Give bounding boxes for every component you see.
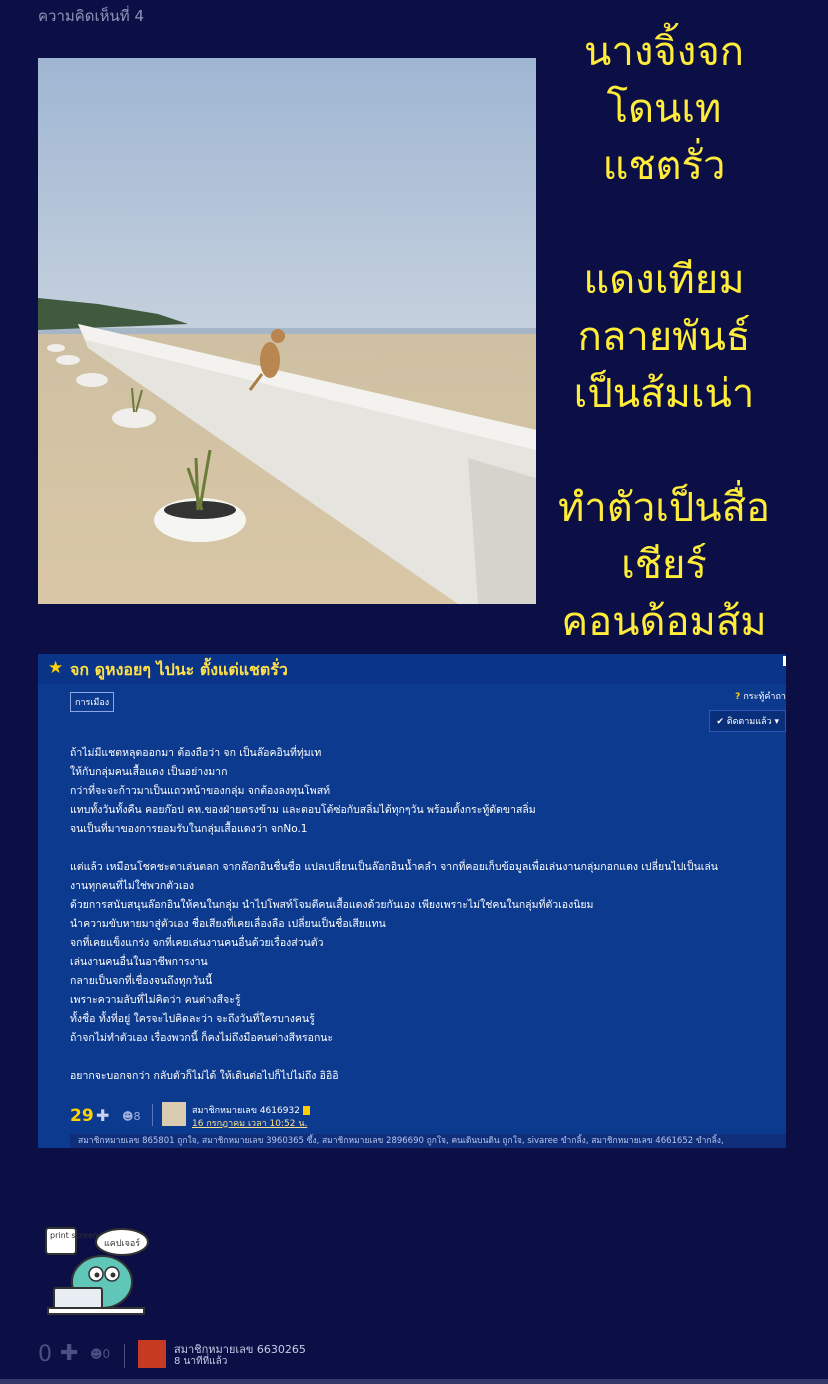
vote-plus-button[interactable]: ✚ bbox=[60, 1341, 79, 1366]
plus-icon: ✚ bbox=[96, 1106, 110, 1125]
poem-line: คอนด้อมส้ม bbox=[561, 599, 767, 645]
body-line: จนเป็นที่มาของการยอมรับในกลุ่มเสื้อแดงว่า จกNo.1 bbox=[70, 823, 308, 835]
poem-line: กลายพันธ์ bbox=[577, 314, 751, 360]
comment-time: 8 นาทีที่แล้ว bbox=[174, 1356, 228, 1367]
body-line: ด้วยการสนับสนุนล๊อกอินให้คนในกลุ่ม นำไปโพสท์โจมตีคนเสื้อแดงด้วยกันเอง เพียงเพราะไม่ใช่คนในกลุ่มที่ตัวเองนิยม bbox=[70, 899, 594, 911]
emotion-count: 0 bbox=[102, 1347, 111, 1361]
body-line: งานทุกคนที่ไม่ใช่พวกตัวเอง bbox=[70, 880, 194, 892]
likers-list: สมาชิกหมายเลข 865801 ถูกใจ, สมาชิกหมายเลข 3960365 ซึ้ง, สมาชิกหมายเลข 2896690 ถูกใจ, คนเดินบนดิน ถูกใจ, sivaree ขำกลิ้ง, สมาชิกหมายเลข 4661652 ขำกลิ้ง, bbox=[70, 1134, 786, 1148]
body-line: ทั้งชื่อ ทั้งที่อยู่ ใครจะไปคิดละว่า จะถึงวันที่ใครบางคนรู้ bbox=[70, 1013, 315, 1025]
commenter-name[interactable]: สมาชิกหมายเลข 6630265 bbox=[174, 1343, 306, 1356]
emotion-icon: ☻8 bbox=[122, 1110, 141, 1123]
body-line: เล่นงานคนอื่นในอาชีพการงาน bbox=[70, 956, 208, 968]
body-line: นำความขับหายมาสู่ตัวเอง ชื่อเสียงที่เคยเลื่องลือ เปลี่ยนเป็นชื่อเสียแทน bbox=[70, 918, 386, 930]
bottom-divider bbox=[0, 1379, 828, 1384]
member-avatar bbox=[162, 1102, 186, 1126]
poem-spacer bbox=[548, 423, 780, 480]
embed-emotion-count: 8 bbox=[133, 1110, 141, 1123]
divider bbox=[152, 1104, 153, 1126]
body-line: อยากจะบอกจกว่า กลับตัวก็ไม่ได้ ให้เดินต่อไปก็ไปไม่ถึง อิอิอิ bbox=[70, 1070, 339, 1082]
emotion-button[interactable]: ☻0 bbox=[90, 1347, 111, 1361]
sticker-print-label: print screen bbox=[50, 1231, 98, 1240]
poem-text-block bbox=[548, 24, 780, 651]
topic-title: จก ดูหงอยๆ ไปนะ ตั้งแต่แชตรั่ว bbox=[70, 660, 288, 679]
poem-line: โดนเท bbox=[606, 86, 722, 132]
member-name bbox=[192, 1103, 310, 1117]
poem-line: เชียร์ bbox=[621, 542, 707, 588]
body-line: กว่าที่จะจะก้าวมาเป็นแถวหน้าของกลุ่ม จกต้องลงทุนโพสท์ bbox=[70, 785, 331, 797]
poem-spacer bbox=[548, 195, 780, 252]
vote-count: 0 bbox=[38, 1342, 52, 1367]
sticker-speech-label: แคปเจอร์ bbox=[104, 1239, 141, 1249]
commenter-avatar[interactable] bbox=[138, 1340, 166, 1368]
question-icon: ? bbox=[735, 692, 741, 702]
body-line: ถ้าจกไม่ทำตัวเอง เรื่องพวกนี้ ก็คงไม่ถึงมือคนต่างสีหรอกนะ bbox=[70, 1032, 334, 1044]
body-line: จกที่เคยแข็งแกร่ง จกที่เคยเล่นงานคนอื่นด้วยเรื่องส่วนตัว bbox=[70, 937, 324, 949]
poem-line: เป็นส้มเน่า bbox=[573, 371, 755, 417]
topic-body bbox=[70, 744, 782, 1086]
comment-footer bbox=[0, 1334, 828, 1374]
body-line: เพราะความลับที่ไม่คิดว่า คนต่างสีจะรู้ bbox=[70, 994, 241, 1006]
body-line: แต่แล้ว เหมือนโชคชะตาเล่นตลก จากล๊อกอินชื่นชื่อ แปลเปลี่ยนเป็นล๊อกอินน้ำคลำ จากที่คอยเก็บข้อมูลเพื่อเล่นงานกลุ่มกอกแดง เปลี่ยนไปเป็นเล่น bbox=[70, 861, 718, 873]
embedded-topic-screenshot bbox=[38, 654, 786, 1148]
embed-vote-count: 29 bbox=[70, 1106, 94, 1126]
poem-line: นางจิ้งจก bbox=[584, 29, 744, 75]
body-line bbox=[70, 839, 782, 858]
body-line: ถ้าไม่มีแชตหลุดออกมา ต้องถือว่า จก เป็นล๊อคอินที่ทุ่มเท bbox=[70, 747, 322, 759]
body-line: ให้กับกลุ่มคนเสื้อแดง เป็นอย่างมาก bbox=[70, 766, 228, 778]
print-screen-sticker bbox=[44, 1222, 154, 1316]
poem-line: ทำตัวเป็นสื่อ bbox=[557, 485, 771, 531]
topic-tag: การเมือง bbox=[70, 692, 114, 712]
post-date: 16 กรกฎาคม เวลา 10:52 น. bbox=[192, 1119, 308, 1129]
badge-icon bbox=[303, 1106, 310, 1115]
help-link-label: กระทู้คำถา bbox=[743, 692, 786, 702]
monster-sticker-icon bbox=[44, 1222, 154, 1316]
member-name-text: สมาชิกหมายเลข 4616932 bbox=[192, 1106, 300, 1116]
comment-photo bbox=[38, 58, 536, 604]
help-link bbox=[735, 689, 786, 703]
follow-button-label: ติดตามแล้ว bbox=[726, 717, 772, 727]
follow-button: ✔ ติดตามแล้ว ▾ bbox=[709, 710, 786, 732]
body-line bbox=[70, 1048, 782, 1067]
dog-on-seawall-photo-icon bbox=[38, 58, 536, 604]
edge-mark bbox=[783, 656, 786, 666]
poem-line: แดงเทียม bbox=[583, 257, 745, 303]
poem-line: แชตรั่ว bbox=[602, 143, 726, 189]
body-line: แทบทั้งวันทั้งคืน คอยก๊อป คห.ของฝ่ายตรงข้าม และตอบโต้ซ่อกับสลิ่มได้ทุกๆวัน พร้อมตั้งกระทู้ดัดขาสลิ่ม bbox=[70, 804, 536, 816]
body-line: กลายเป็นจกที่เชื่องจนถึงทุกวันนี้ bbox=[70, 975, 213, 987]
star-icon: ★ bbox=[48, 658, 64, 678]
comment-number: ความคิดเห็นที่ 4 bbox=[38, 7, 145, 25]
divider bbox=[124, 1344, 125, 1368]
